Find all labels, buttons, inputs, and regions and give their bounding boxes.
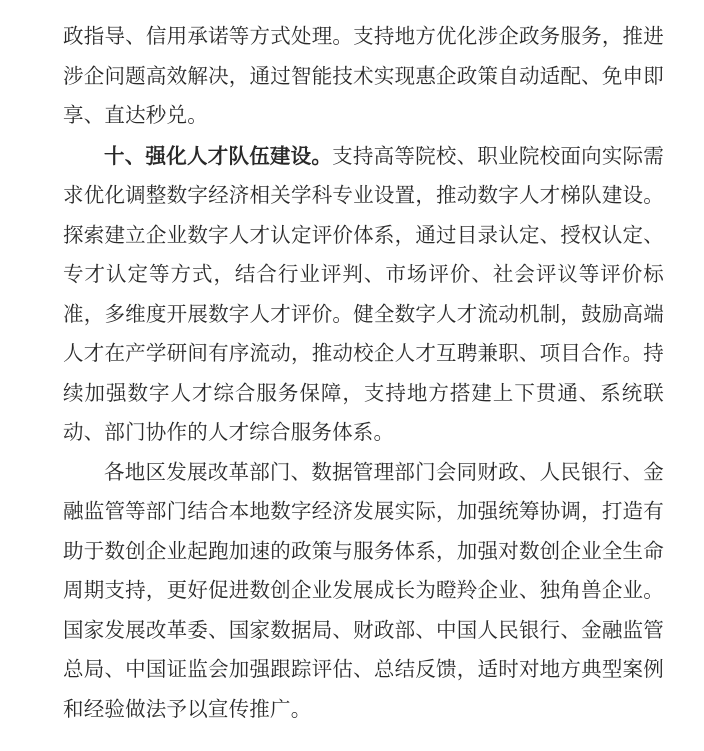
document-body: [63, 18, 664, 730]
paragraph-closing: [63, 454, 664, 731]
body-text-run: 政指导、信用承诺等方式处理。支持地方优化涉企政务服务，推进涉企问题高效解决，通过智能技术实现惠企政策自动适配、免申即享、直达秒兑。: [63, 26, 664, 127]
section-heading-run: 十、强化人才队伍建设。: [104, 144, 333, 168]
body-text-run: 各地区发展改革部门、数据管理部门会同财政、人民银行、金融监管等部门结合本地数字经济发展实际，加强统筹协调，打造有助于数创企业起跑加速的政策与服务体系，加强对数创企业全生命周期支持，更好促进数创企业发展成长为瞪羚企业、独角兽企业。国家发展改革委、国家数据局、财政部、中国人民银行、金融监管总局、中国证监会加强跟踪评估、总结反馈，适时对地方典型案例和经验做法予以宣传推广。: [63, 461, 664, 721]
paragraph-continuation: [63, 18, 664, 137]
paragraph-section-ten: [63, 137, 664, 454]
body-text-run: 支持高等院校、职业院校面向实际需求优化调整数字经济相关学科专业设置，推动数字人才梯队建设。探索建立企业数字人才认定评价体系，通过目录认定、授权认定、专才认定等方式，结合行业评判、市场评价、社会评议等评价标准，多维度开展数字人才评价。健全数字人才流动机制，鼓励高端人才在产学研间有序流动，推动校企人才互聘兼职、项目合作。持续加强数字人才综合服务保障，支持地方搭建上下贯通、系统联动、部门协作的人才综合服务体系。: [63, 145, 665, 444]
